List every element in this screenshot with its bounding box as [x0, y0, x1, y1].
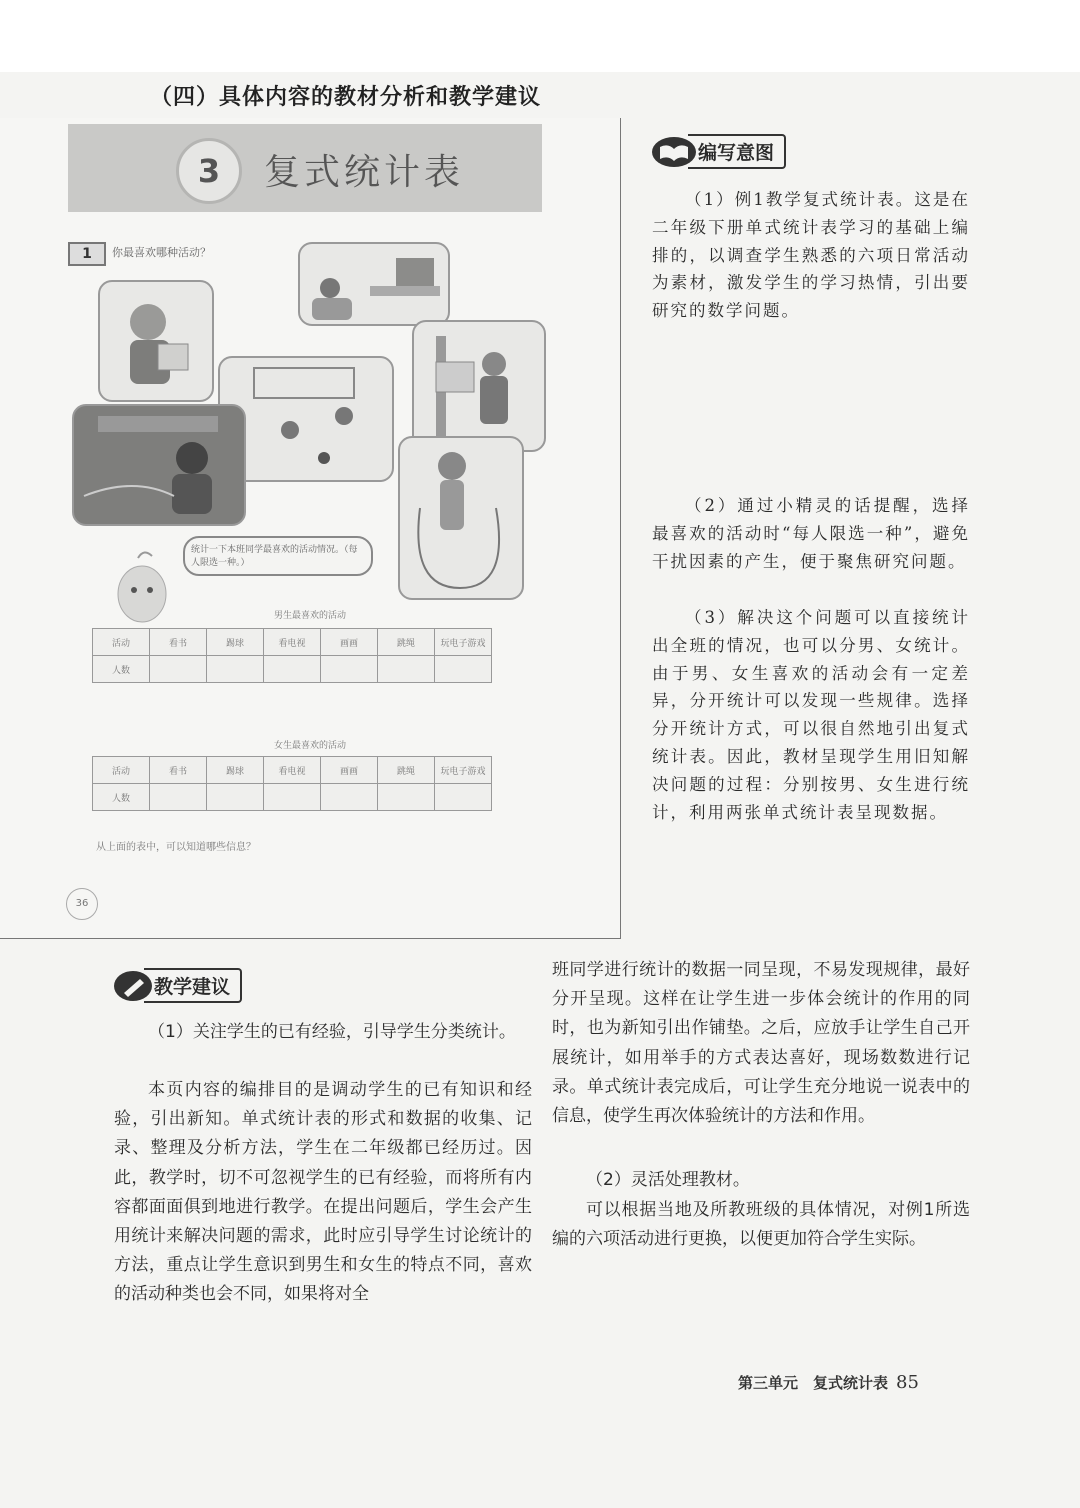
design-intent-paragraph: （2）通过小精灵的话提醒，选择最喜欢的活动时“每人限选一种”，避免干扰因素的产生，便于聚焦研究问题。	[652, 496, 970, 571]
table-cell: 看书	[150, 757, 207, 784]
table-cell: 画画	[321, 629, 378, 656]
table-cell	[435, 656, 492, 683]
unit-banner	[68, 124, 542, 212]
table-cell	[264, 784, 321, 811]
section-title: （四）具体内容的教材分析和教学建议	[150, 85, 542, 110]
table-header-row	[93, 757, 492, 784]
mascot-speech-bubble: 统计一下本班同学最喜欢的活动情况。（每人限选一种。）	[183, 536, 373, 576]
table-cell	[435, 784, 492, 811]
open-book-icon	[652, 137, 696, 167]
mascot-icon	[108, 548, 178, 628]
design-intent-heading	[652, 134, 786, 169]
footer-unit-label: 第三单元 复式统计表	[738, 1374, 889, 1392]
table-cell	[207, 656, 264, 683]
table-cell: 看书	[150, 629, 207, 656]
table-cell: 跳绳	[378, 629, 435, 656]
unit-title: 复式统计表	[264, 152, 465, 193]
design-intent-paragraph: （3）解决这个问题可以直接统计出全班的情况，也可以分男、女统计。由于男、女生喜欢的活动会有一定差异，分开统计可以发现一些规律。选择分开统计方式，可以很自然地引出复式统计表。因此，教材呈现学生用旧知解决问题的过程：分别按男、女生进行统计，利用两张单式统计表呈现数据。	[652, 608, 970, 822]
table-cell: 玩电子游戏	[435, 757, 492, 784]
jump-rope-illustration	[398, 436, 524, 600]
teaching-suggestion-paragraph: （1）关注学生的已有经验，引导学生分类统计。	[148, 1022, 516, 1042]
example-question: 你最喜欢哪种活动？	[112, 246, 211, 259]
tv-illustration	[298, 242, 450, 326]
girls-activity-table	[92, 756, 492, 811]
table-cell: 人数	[93, 656, 150, 683]
table-header-row	[93, 629, 492, 656]
table-cell: 踢球	[207, 757, 264, 784]
table-cell	[264, 656, 321, 683]
teaching-suggestion-paragraph: 可以根据当地及所教班级的具体情况，对例1所选编的六项活动进行更换，以便更加符合学生实际。	[552, 1200, 970, 1250]
girl-jumping-rope-icon	[400, 438, 522, 598]
table-cell	[150, 656, 207, 683]
table-cell	[378, 784, 435, 811]
table-cell: 人数	[93, 784, 150, 811]
footer-page-number: 85	[896, 1372, 919, 1393]
table-cell: 看电视	[264, 757, 321, 784]
table-cell: 画画	[321, 757, 378, 784]
pen-icon	[114, 971, 152, 1001]
textbook-footer-question: 从上面的表中，可以知道哪些信息？	[96, 842, 256, 853]
teaching-suggestion-paragraph: （2）灵活处理教材。	[586, 1170, 750, 1190]
video-game-illustration	[72, 404, 246, 526]
table-cell: 活动	[93, 757, 150, 784]
teaching-suggestions-label: 教学建议	[144, 968, 242, 1003]
reading-illustration	[98, 280, 214, 402]
boys-activity-table	[92, 628, 492, 683]
boy-reading-icon	[100, 282, 212, 400]
painting-illustration	[412, 320, 546, 452]
table-cell	[378, 656, 435, 683]
table-cell: 踢球	[207, 629, 264, 656]
design-intent-label: 编写意图	[688, 134, 786, 169]
table-cell: 看电视	[264, 629, 321, 656]
textbook-page-number: 36	[66, 888, 98, 920]
table-cell	[207, 784, 264, 811]
table-cell	[150, 784, 207, 811]
textbook-page-image	[0, 118, 621, 939]
table-cell: 跳绳	[378, 757, 435, 784]
girls-table-caption: 女生最喜欢的活动	[273, 741, 346, 751]
watching-tv-icon	[300, 244, 448, 324]
table-cell: 活动	[93, 629, 150, 656]
boys-table-caption: 男生最喜欢的活动	[273, 611, 346, 621]
page-footer	[738, 1372, 919, 1393]
table-row	[93, 784, 492, 811]
example-number: 1	[68, 242, 106, 266]
unit-number-badge: 3	[176, 138, 242, 204]
teaching-suggestion-paragraph: 本页内容的编排目的是调动学生的已有知识和经验，引出新知。单式统计表的形式和数据的收集、记录、整理及分析方法，学生在二年级都已经历过。因此，教学时，切不可忽视学生的已有经验，而将所有内容都面面俱到地进行教学。在提出问题后，学生会产生用统计来解决问题的需求，此时应引导学生讨论统计的方法，重点让学生意识到男生和女生的特点不同，喜欢的活动种类也会不同，如果将对全	[114, 1080, 532, 1305]
table-row	[93, 656, 492, 683]
teaching-suggestion-paragraph: 班同学进行统计的数据一同呈现，不易发现规律，最好分开呈现。这样在让学生进一步体会统计的作用的同时，也为新知引出作铺垫。之后，应放手让学生自己开展统计，如用举手的方式表达喜好，现场数数进行记录。单式统计表完成后，可让学生充分地说一说表中的信息，使学生再次体验统计的方法和作用。	[552, 960, 970, 1127]
boy-gaming-icon	[74, 406, 244, 524]
table-cell	[321, 656, 378, 683]
table-cell	[321, 784, 378, 811]
table-cell: 玩电子游戏	[435, 629, 492, 656]
top-margin	[0, 0, 1080, 72]
design-intent-paragraph: （1）例1教学复式统计表。这是在二年级下册单式统计表学习的基础上编排的，以调查学生熟悉的六项日常活动为素材，激发学生的学习热情，引出要研究的数学问题。	[652, 190, 970, 321]
girl-painting-icon	[414, 322, 544, 450]
teaching-suggestions-heading	[114, 968, 242, 1003]
